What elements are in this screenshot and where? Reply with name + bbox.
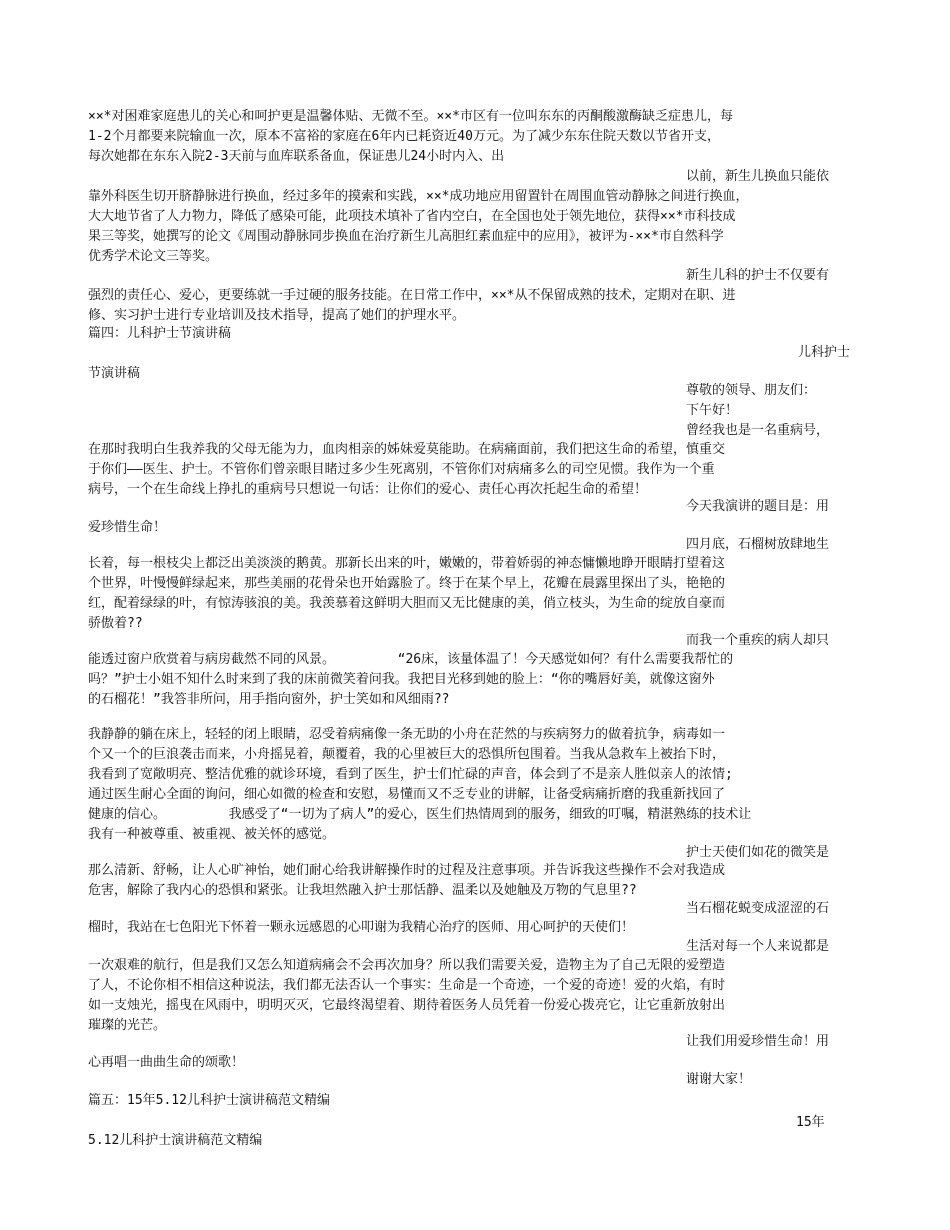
paragraph-start: 以前，新生儿换血只能依 — [686, 169, 830, 184]
text-line: 的石榴花！”我答非所问，用手指向窗外，护士笑如和风细雨?? — [88, 692, 450, 707]
text-line: 个世界，叶慢慢鲜绿起来，那些美丽的花骨朵也开始露脸了。终于在某个早上，花瓣在晨露里探出了头，艳艳的 — [88, 576, 726, 591]
greeting: 下午好！ — [686, 403, 739, 418]
title-fragment: 15年 — [796, 1115, 825, 1130]
text-line: 了人，不论你相不相信这种说法，我们都无法否认一个事实：生命是一个奇迹，一个爱的奇迹！爱的火焰，有时 — [88, 978, 726, 993]
text-line: ××*对困难家庭患儿的关心和呵护更是温馨体贴、无微不至。××*市区有一位叫东东的丙酮酸激酶缺乏症患儿，每 — [88, 109, 733, 124]
text-line: 健康的信心。 我感受了“一切为了病人”的爱心，医生们热情周到的服务，细致的叮嘱，精湛熟练的技术让 — [88, 807, 752, 822]
paragraph-start: 护士天使们如花的微笑是 — [686, 845, 830, 860]
text-line: 吗？”护士小姐不知什么时来到了我的床前微笑着问我。我把目光移到她的脸上：“你的嘴唇好美，就像这窗外 — [88, 672, 715, 687]
title-fragment: 儿科护士 — [798, 345, 851, 360]
text-line: 如一支烛光，摇曳在风雨中，明明灭灭，它最终渴望着、期待着医务人员凭着一份爱心拨亮它，让它重新放射出 — [88, 998, 726, 1013]
text-line: 那么清新、舒畅，让人心旷神怡，她们耐心给我讲解操作时的过程及注意事项。并告诉我这些操作不会对我造成 — [88, 863, 726, 878]
text-line: 每次她都在东东入院2-3天前与血库联系备血，保证患儿24小时内入、出 — [88, 149, 505, 164]
text-line: 修、实习护士进行专业培训及技术指导，提高了她们的护理水平。 — [88, 308, 466, 323]
paragraph-start: 让我们用爱珍惜生命！用 — [686, 1034, 830, 1049]
title-fragment: 节演讲稿 — [88, 366, 141, 381]
text-line: 爱珍惜生命！ — [88, 520, 167, 535]
paragraph-start: 生活对每一个人来说都是 — [686, 939, 830, 954]
text-line: 果三等奖，她撰写的论文《周围动静脉同步换血在治疗新生儿高胆红素血症中的应用》，被评为-××*市自然科学 — [88, 229, 724, 244]
text-line: 璀璨的光芒。 — [88, 1018, 167, 1033]
text-line: 一次艰难的航行，但是我们又怎么知道病痛会不会再次加身？所以我们需要关爱，造物主为了自己无限的爱塑造 — [88, 958, 726, 973]
text-line: 能透过窗户欣赏着与病房截然不同的风景。 “26床，该量体温了！今天感觉如何？有什么需要我帮忙的 — [88, 652, 734, 667]
paragraph-start: 今天我演讲的题目是：用 — [686, 499, 830, 514]
text-line: 红，配着绿绿的叶，有惊涛骇浪的美。我羡慕着这鲜明大胆而又无比健康的美，俏立枝头，为生命的绽放自豪而 — [88, 596, 726, 611]
text-line: 病号，一个在生命线上挣扎的重病号只想说一句话：让你们的爱心、责任心再次托起生命的希望！ — [88, 482, 648, 497]
text-line: 我有一种被尊重、被重视、被关怀的感觉。 — [88, 827, 336, 842]
paragraph-start: 而我一个重疾的病人却只 — [686, 633, 830, 648]
text-line: 长着，每一根枝尖上都泛出美淡淡的鹅黄。那新长出来的叶，嫩嫩的，带着娇弱的神态慵懒地睁开眼睛打望着这 — [88, 556, 726, 571]
text-line: 靠外科医生切开脐静脉进行换血，经过多年的摸索和实践，××*成功地应用留置针在周围血管动静脉之间进行换血， — [88, 189, 749, 204]
salutation: 尊敬的领导、朋友们： — [686, 383, 817, 398]
text-line: 于你们——医生、护士。不管你们曾亲眼目睹过多少生死离别，不管你们对病痛多么的司空见惯。我作为一个重 — [88, 462, 715, 477]
text-line: 个又一个的巨浪袭击而来，小舟摇晃着，颠覆着，我的心里被巨大的恐惧所包围着。当我从急救车上被抬下时， — [88, 747, 726, 762]
text-line: 心再唱一曲曲生命的颂歌！ — [88, 1055, 245, 1070]
paragraph-start: 当石榴花蜕变成涩涩的石 — [686, 901, 830, 916]
text-line: 骄傲着?? — [88, 616, 143, 631]
paragraph-start: 新生儿科的护士不仅要有 — [686, 268, 830, 283]
paragraph-start: 四月底，石榴树放肆地生 — [686, 537, 830, 552]
section-heading: 篇五：15年5.12儿科护士演讲稿范文精编 — [88, 1093, 330, 1108]
text-line: 在那时我明白生我养我的父母无能为力，血肉相亲的姊妹爱莫能助。在病痛面前，我们把这生命的希望，慎重交 — [88, 442, 726, 457]
text-line: 我看到了宽敞明亮、整洁优雅的就诊环境，看到了医生，护士们忙碌的声音，体会到了不是亲人胜似亲人的浓情; — [88, 767, 733, 782]
text-line: 榴时，我站在七色阳光下怀着一颗永远感恩的心叩谢为我精心治疗的医师、用心呵护的天使们！ — [88, 920, 635, 935]
paragraph-start: 曾经我也是一名重病号， — [686, 423, 830, 438]
text-line: 强烈的责任心、爱心，更要练就一手过硬的服务技能。在日常工作中，××*从不保留成熟的技术，定期对在职、进 — [88, 288, 736, 303]
text-line: 大大地节省了人力物力，降低了感染可能，此项技术填补了省内空白，在全国也处于领先地位，获得××*市科技成 — [88, 209, 736, 224]
text-line: 1-2个月都要来院输血一次，原本不富裕的家庭在6年内已耗资近40万元。为了减少东东住院天数以节省开支， — [88, 129, 720, 144]
closing: 谢谢大家！ — [686, 1072, 752, 1087]
text-line: 危害，解除了我内心的恐惧和紧张。让我坦然融入护士那恬静、温柔以及她触及万物的气息里?? — [88, 883, 637, 898]
text-line: 我静静的躺在床上，轻轻的闭上眼睛，忍受着病痛像一条无助的小舟在茫然的与疾病努力的做着抗争，病毒如一 — [88, 727, 726, 742]
title-fragment: 5.12儿科护士演讲稿范文精编 — [88, 1133, 263, 1148]
section-heading: 篇四：儿科护士节演讲稿 — [88, 326, 232, 341]
text-line: 优秀学术论文三等奖。 — [88, 249, 219, 264]
text-line: 通过医生耐心全面的询问，细心如微的检查和安慰，易懂而又不乏专业的讲解，让备受病痛折磨的我重新找回了 — [88, 787, 726, 802]
